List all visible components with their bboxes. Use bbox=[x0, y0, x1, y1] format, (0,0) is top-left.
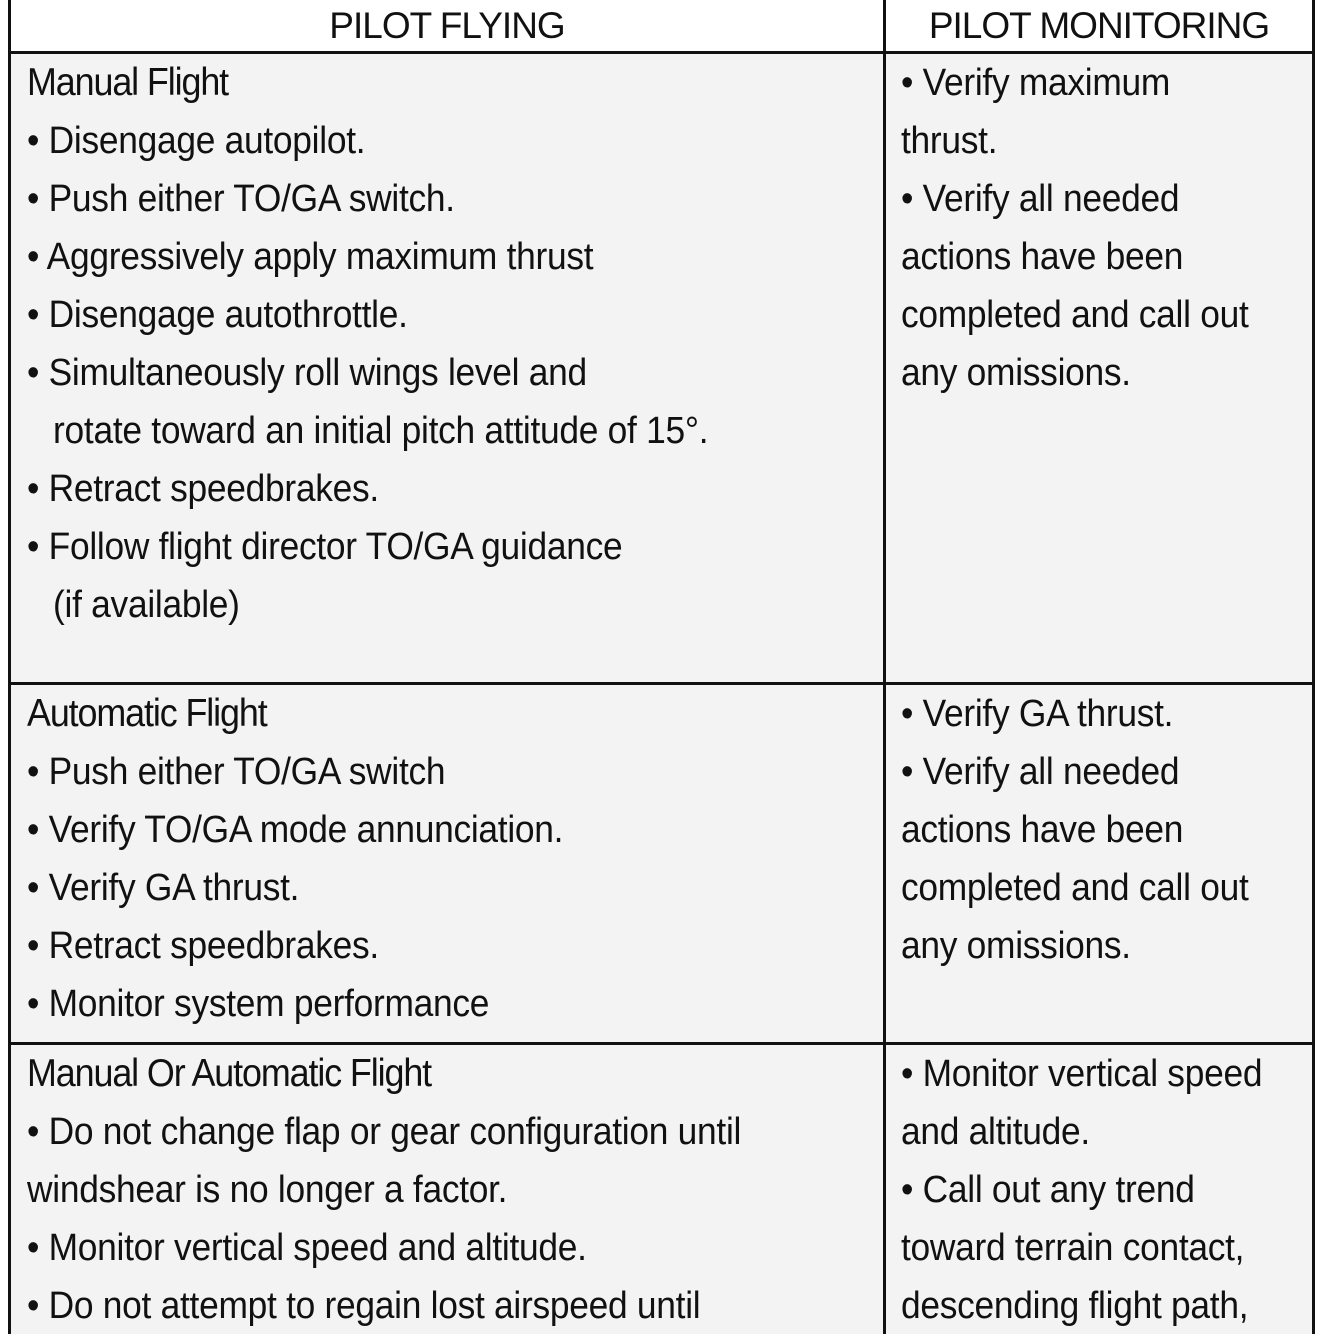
section-title-manual-flight: Manual Flight bbox=[27, 61, 229, 104]
automatic-flight-pf-cell bbox=[11, 685, 883, 1042]
pilot-flying-step-line: • Verify TO/GA mode annunciation. bbox=[27, 809, 564, 851]
pilot-monitoring-step-line: actions have been bbox=[901, 236, 1184, 278]
section-title-automatic-flight: Automatic Flight bbox=[27, 692, 267, 735]
manual-flight-pm-cell bbox=[886, 54, 1312, 682]
pilot-flying-step-line: • Push either TO/GA switch. bbox=[27, 178, 455, 220]
pilot-flying-step-line: • Retract speedbrakes. bbox=[27, 468, 379, 510]
pilot-monitoring-step-line: • Verify all needed bbox=[901, 178, 1180, 220]
table-column-divider bbox=[883, 0, 886, 1334]
pilot-flying-step-line: • Simultaneously roll wings level and bbox=[27, 352, 587, 394]
pilot-monitoring-step-line: completed and call out bbox=[901, 867, 1249, 909]
header-pilot-flying bbox=[11, 0, 883, 52]
table-border-right bbox=[1312, 0, 1315, 1334]
pilot-monitoring-step-line: toward terrain contact, bbox=[901, 1227, 1245, 1269]
pilot-flying-step-line: • Disengage autothrottle. bbox=[27, 294, 408, 336]
pilot-monitoring-step-line: completed and call out bbox=[901, 294, 1249, 336]
section-divider-1 bbox=[8, 682, 1315, 685]
pilot-monitoring-step-line: any omissions. bbox=[901, 925, 1131, 967]
header-divider bbox=[8, 51, 1315, 54]
pilot-monitoring-step-line: • Monitor vertical speed bbox=[901, 1053, 1263, 1095]
pilot-monitoring-step-line: • Verify maximum bbox=[901, 62, 1171, 104]
automatic-flight-pm-cell bbox=[886, 685, 1312, 1042]
pilot-monitoring-step-line: actions have been bbox=[901, 809, 1184, 851]
pilot-flying-step-line: (if available) bbox=[53, 584, 240, 626]
pilot-flying-step-line: • Do not change flap or gear configuration until bbox=[27, 1111, 742, 1153]
pilot-flying-step-line: • Monitor system performance bbox=[27, 983, 490, 1025]
pilot-flying-step-line: windshear is no longer a factor. bbox=[27, 1169, 508, 1211]
pilot-monitoring-step-line: • Verify GA thrust. bbox=[901, 693, 1174, 735]
pilot-monitoring-step-line: • Call out any trend bbox=[901, 1169, 1195, 1211]
pilot-flying-step-line: • Monitor vertical speed and altitude. bbox=[27, 1227, 587, 1269]
pilot-flying-step-line: • Verify GA thrust. bbox=[27, 867, 300, 909]
pilot-monitoring-step-line: any omissions. bbox=[901, 352, 1131, 394]
pilot-flying-step-line: • Follow flight director TO/GA guidance bbox=[27, 526, 623, 568]
manual-or-automatic-flight-pm-cell bbox=[886, 1045, 1312, 1334]
header-pilot-monitoring bbox=[886, 0, 1312, 52]
pilot-monitoring-step-line: • Verify all needed bbox=[901, 751, 1180, 793]
pilot-flying-step-line: • Push either TO/GA switch bbox=[27, 751, 446, 793]
pilot-flying-step-line: • Retract speedbrakes. bbox=[27, 925, 379, 967]
pilot-monitoring-step-line: thrust. bbox=[901, 120, 998, 162]
section-title-manual-or-automatic-flight: Manual Or Automatic Flight bbox=[27, 1052, 432, 1095]
pilot-flying-step-line: rotate toward an initial pitch attitude of 15°. bbox=[53, 410, 709, 452]
pilot-monitoring-step-line: descending flight path, bbox=[901, 1285, 1249, 1327]
pilot-flying-step-line: • Aggressively apply maximum thrust bbox=[27, 236, 594, 278]
pilot-monitoring-step-line: and altitude. bbox=[901, 1111, 1090, 1153]
header-pilot-monitoring-label: PILOT MONITORING bbox=[928, 5, 1270, 46]
section-divider-2 bbox=[8, 1042, 1315, 1045]
table-border-left bbox=[8, 0, 11, 1334]
header-pilot-flying-label: PILOT FLYING bbox=[329, 5, 565, 46]
manual-flight-pf-cell bbox=[11, 54, 883, 682]
pilot-flying-step-line: • Do not attempt to regain lost airspeed until bbox=[27, 1285, 701, 1327]
manual-or-automatic-flight-pf-cell bbox=[11, 1045, 883, 1334]
pilot-flying-step-line: • Disengage autopilot. bbox=[27, 120, 366, 162]
